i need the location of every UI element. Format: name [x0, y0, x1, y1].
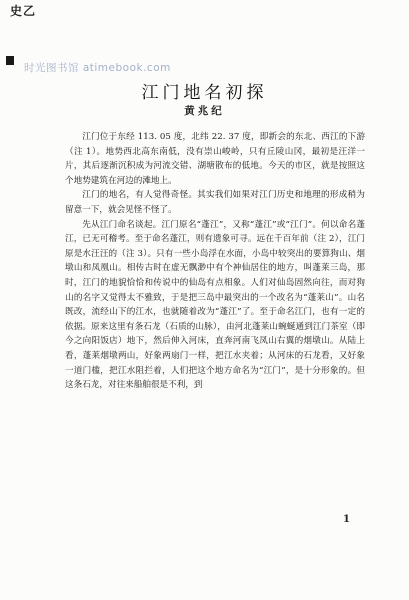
article-body: [65, 130, 365, 393]
paragraph: 江门位于东经 113. 05 度，北纬 22. 37 度，即新会的东北、西江的下游（注 1）。地势西北高东南低，没有崇山峻岭，只有丘陵山冈，最初是汪洋一片，其后逐渐沉积成为河流交错、湖塘散布的低地。今天的市区，就是按照这个地势建筑在河边的滩地上。: [65, 132, 365, 186]
binding-mark: [6, 56, 14, 65]
paragraph: 江门的地名，有人觉得奇怪。其实我们如果对江门历史和地理的形成稍为留意一下，就会见怪不怪了。: [65, 190, 365, 215]
article-author: 黄兆纪: [184, 105, 225, 117]
watermark-text: 时光图书馆 atimebook.com: [24, 62, 171, 74]
article-title: 江门地名初探: [141, 83, 268, 103]
paragraph: 先从江门命名谈起。江门原名“蓬江”，又称“蓬江”或“江门”。何以命名蓬江，已无可稽考。至于命名蓬江，则有遗象可寻。远在千百年前（注 2），江门原是水汪汪的（注 3）。只有一些小岛浮在水面，小岛中较突出的要算狗山、烟墩山和凤凰山。相传古时在虚无飘渺中有个神仙居住的地方，叫蓬莱三岛，那时，江门的地貌恰恰和传说中的仙岛有点相象。人们对仙岛固然向往，而对狗山的名字又觉得太不雅致，于是把三岛中最突出的一个改名为“蓬莱山”。山名既改，流经山下的江水，也就随着改为“蓬江”了。至于命名江门，也有一定的依据。原来这里有条石龙（石质的山脉），由河北蓬莱山蜿蜒通到江门茶室（即今之向阳饭店）地下，然后伸入河床，直奔河南飞凤山右翼的烟墩山。从陆上看，蓬莱烟墩两山，好象两扇门一样，把江水夹着；从河床的石龙看，又好象一道门槛，把江水阻拦着，人们把这个地方命名为“江门”，是十分形象的。但这条石龙，对往来船舶很是不利，到: [65, 219, 365, 391]
page-number: 1: [343, 514, 350, 525]
corner-handwritten-mark: 史乙: [10, 4, 37, 18]
